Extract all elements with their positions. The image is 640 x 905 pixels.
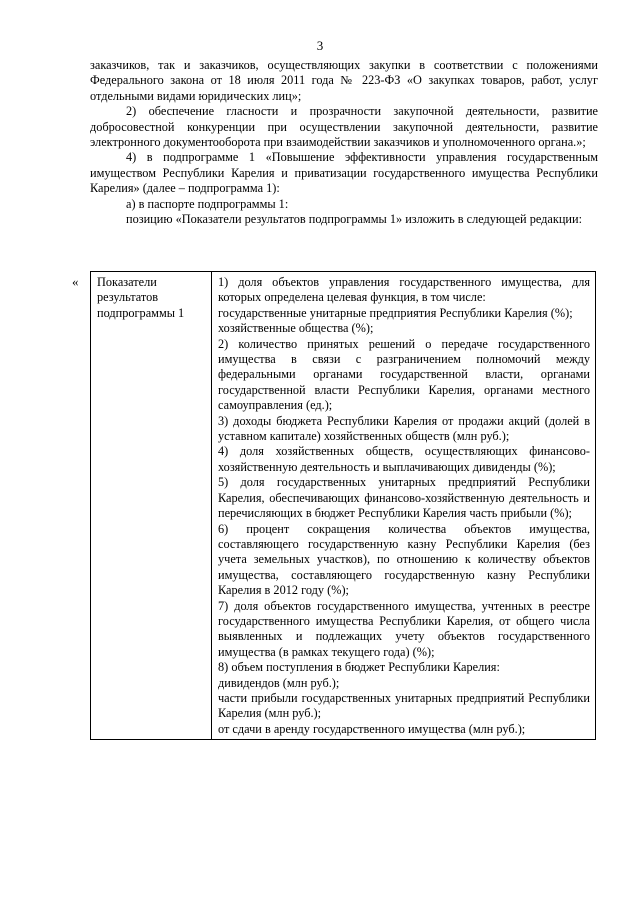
table-label-cell: Показатели результатов подпрограммы 1 — [91, 272, 212, 740]
list-item: 5) доля государственных унитарных предприятий Республики Карелия, обеспечивающих финансово-хозяйственную деятельность и перечисляющих в бюджет Республики Карелия часть прибыли (%); — [218, 475, 590, 521]
list-item: дивидендов (млн руб.); — [218, 675, 340, 690]
list-item: 3) доходы бюджета Республики Карелия от продажи акций (долей в уставном капитале) хозяйственных обществ (млн руб.); — [218, 413, 590, 444]
indicators-table — [90, 271, 596, 740]
table-row — [91, 272, 596, 740]
list-item: 2) количество принятых решений о передаче государственного имущества в связи с разграничением полномочий между федеральными органами государственной власти, органами государственной власти Республики Карелия, органами местного самоуправления (ед.); — [218, 336, 590, 413]
page-number: 3 — [316, 38, 324, 53]
list-item: от сдачи в аренду государственного имущества (млн руб.); — [218, 721, 526, 736]
opening-quote-mark: « — [72, 274, 79, 289]
list-item: 1) доля объектов управления государственного имущества, для которых определена целевая функция, в том числе: — [218, 275, 590, 305]
list-item: хозяйственные общества (%); — [218, 321, 374, 336]
list-item: государственные унитарные предприятия Республики Карелия (%); — [218, 305, 573, 320]
paragraph: 2) обеспечение гласности и прозрачности закупочной деятельности, развитие добросовестной конкуренции при осуществлении закупочной деятельности, развитие электронного документооборота при взаимодействии заказчиков и уполномоченного органа.»; — [90, 104, 598, 150]
table-value-cell — [212, 272, 596, 740]
paragraph: позицию «Показатели результатов подпрограммы 1» изложить в следующей редакции: — [126, 212, 582, 227]
list-item: 7) доля объектов государственного имущества, учтенных в реестре государственного имущества Республики Карелия, от общего числа выявленных и подлежащих учету объектов государственного имущества (в рамках текущего года) (%); — [218, 598, 590, 659]
body-text — [90, 58, 598, 227]
paragraph: 4) в подпрограмме 1 «Повышение эффективности управления государственным имуществом Республики Карелия и приватизации государственного имущества Республики Карелия» (далее – подпрограмма 1): — [90, 150, 598, 196]
list-item: 4) доля хозяйственных обществ, осуществляющих финансово-хозяйственную деятельность и выплачивающих дивиденды (%); — [218, 444, 590, 474]
paragraph: а) в паспорте подпрограммы 1: — [126, 196, 289, 211]
paragraph: заказчиков, так и заказчиков, осуществляющих закупки в соответствии с положениями Федерального закона от 18 июля 2011 года № 223-ФЗ «О закупках товаров, работ, услуг отдельными видами юридических лиц»; — [90, 58, 598, 103]
list-item: части прибыли государственных унитарных предприятий Республики Карелия (млн руб.); — [218, 690, 590, 721]
list-item: 8) объем поступления в бюджет Республики Карелия: — [218, 660, 500, 675]
list-item: 6) процент сокращения количества объектов имущества, составляющего государственную казну Республики Карелия (без учета земельных участков), по отношению к количеству объектов имущества, составляющего государственную казну Республики Карелия в 2012 году (%); — [218, 521, 590, 598]
